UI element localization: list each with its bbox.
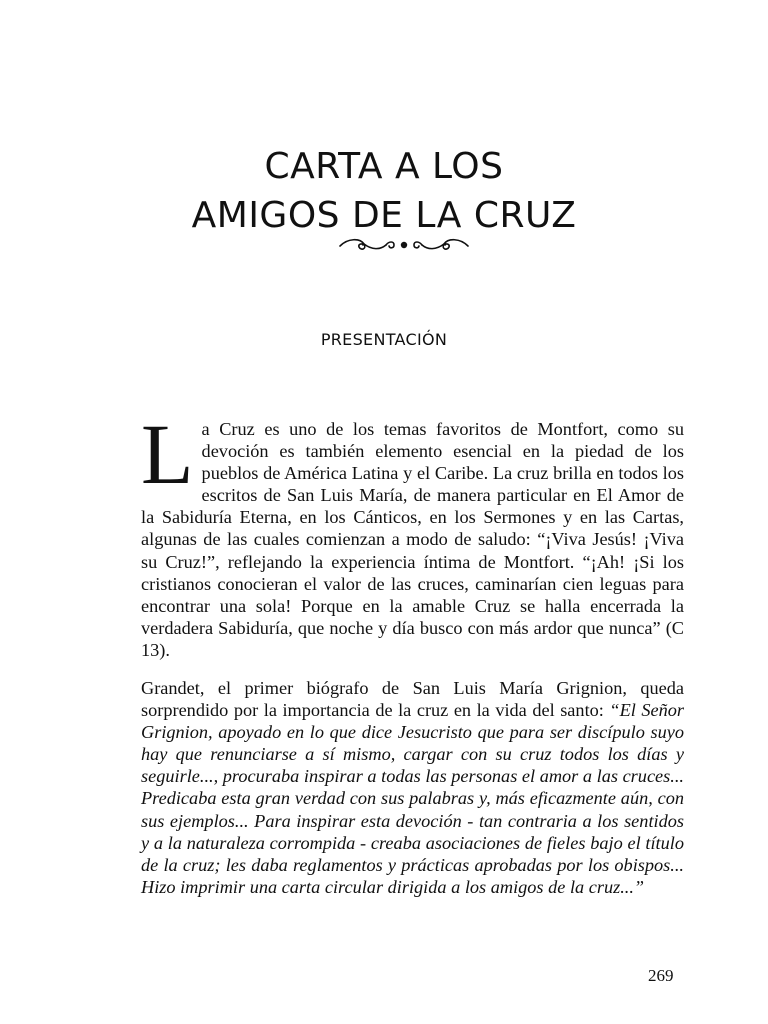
page-number: 269 <box>648 966 674 985</box>
paragraph-2-intro: Grandet, el primer biógrafo de San Luis María Grignion, queda sorprendido por la importancia de la cruz en la vida del santo: <box>141 678 684 721</box>
paragraph-2 <box>141 677 684 898</box>
paragraph-1-text: a Cruz es uno de los temas favoritos de Montfort, como su devoción es también elemento esencial en la piedad de los pueblos de América Latina y el Caribe. La cruz brilla en todos los escritos de San Luis María, de manera particular en El Amor de la Sabiduría Eterna, en los Cánticos, en los Sermones y en las Cartas, algunas de las cuales comienzan a modo de saludo: “¡Viva Jesús! ¡Viva su Cruz!”, reflejando la experiencia íntima de Montfort. “¡Ah! ¡Si los cristianos conocieran el valor de las cruces, caminarían cien leguas para encontrar una sola! Porque en la amable Cruz se halla encerrada la verdadera Sabiduría, que noche y día busco con más ardor que nunca” (C 13). <box>141 419 684 660</box>
scroll-flourish-divider-icon <box>334 234 474 256</box>
chapter-title <box>0 142 768 240</box>
chapter-title-line-2: AMIGOS DE LA CRUZ <box>191 195 577 236</box>
paragraph-1 <box>141 406 684 661</box>
section-subtitle: PRESENTACIÓN <box>320 330 448 349</box>
drop-cap: L <box>141 406 194 502</box>
chapter-title-line-1: CARTA A LOS <box>264 146 504 187</box>
grandet-quote: “El Señor Grignion, apoyado en lo que dice Jesucristo que para ser discípulo suyo hay que renunciarse a sí mismo, cargar con su cruz todos los días y seguirle..., procuraba inspirar a todas las personas el amor a las cruces... Predicaba esta gran verdad con sus palabras y, más eficazmente aún, con sus ejemplos... Para inspirar esta devoción - tan contraria a los sentidos y a la naturaleza corrompida - creaba asociaciones de fieles bajo el título de la cruz; les daba reglamentos y prácticas aprobadas por los obispos... Hizo imprimir una carta circular dirigida a los amigos de la cruz...” <box>141 700 685 897</box>
